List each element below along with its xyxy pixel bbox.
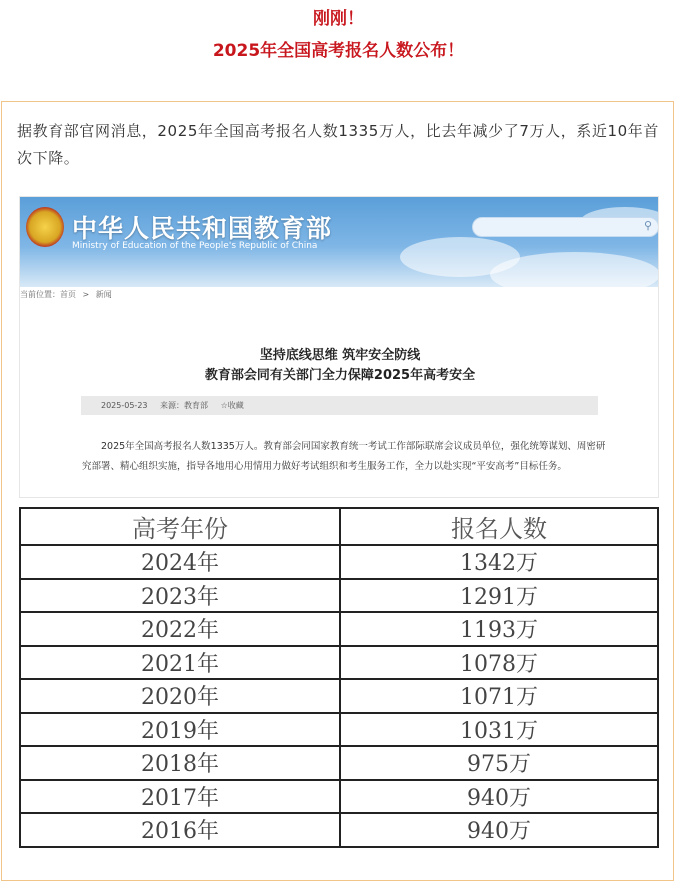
- column-header-year: 高考年份: [20, 508, 340, 545]
- count-cell: 1291万: [340, 579, 658, 613]
- ministry-name-cn: 中华人民共和国教育部: [72, 214, 333, 243]
- year-cell: 2016年: [20, 813, 340, 847]
- cloud-decoration: [490, 252, 659, 297]
- article-meta-bar: [81, 396, 598, 415]
- year-cell: 2017年: [20, 780, 340, 814]
- table-row: [20, 713, 658, 747]
- table-row: [20, 646, 658, 680]
- article-title-line-1: 坚持底线思维 筑牢安全防线: [259, 348, 421, 363]
- national-emblem-icon: [26, 207, 64, 247]
- table-row: [20, 612, 658, 646]
- ministry-page-screenshot: [19, 196, 659, 498]
- breadcrumb: [20, 289, 116, 300]
- table-row: [20, 679, 658, 713]
- count-cell: 975万: [340, 746, 658, 780]
- year-cell: 2019年: [20, 713, 340, 747]
- search-icon[interactable]: ⚲: [643, 219, 652, 232]
- table-header-row: [20, 508, 658, 545]
- favorite-button[interactable]: ☆收藏: [220, 401, 244, 410]
- article-source: 来源：教育部: [160, 401, 209, 410]
- count-cell: 1342万: [340, 545, 658, 579]
- table-row: [20, 545, 658, 579]
- breadcrumb-separator: >: [82, 290, 90, 299]
- article-body: 2025年全国高考报名人数1335万人。教育部会同国家教育统一考试工作部际联席会议成员单位，强化统筹谋划、周密研究部署、精心组织实施，指导各地用心用情用力做好考试组织和考生服务工作，全力以赴实现“平安高考”目标任务。: [82, 441, 606, 472]
- ministry-name-en: Ministry of Education of the People's Republic of China: [72, 241, 318, 251]
- breadcrumb-home[interactable]: 当前位置：首页: [20, 290, 76, 299]
- headline-line-2: 2025年全国高考报名人数公布！: [212, 41, 465, 61]
- table-row: [20, 579, 658, 613]
- year-cell: 2018年: [20, 746, 340, 780]
- column-header-count: 报名人数: [340, 508, 658, 545]
- table-row: [20, 813, 658, 847]
- year-cell: 2022年: [20, 612, 340, 646]
- registration-table: [19, 507, 659, 848]
- count-cell: 940万: [340, 780, 658, 814]
- table-row: [20, 746, 658, 780]
- count-cell: 1078万: [340, 646, 658, 680]
- article-date: 2025-05-23: [101, 401, 148, 410]
- year-cell: 2020年: [20, 679, 340, 713]
- year-cell: 2023年: [20, 579, 340, 613]
- breadcrumb-news[interactable]: 新闻: [95, 290, 112, 299]
- site-search-input[interactable]: [472, 217, 659, 237]
- year-cell: 2021年: [20, 646, 340, 680]
- intro-paragraph: 据教育部官网消息，2025年全国高考报名人数1335万人，比去年减少了7万人，系近10年首次下降。: [17, 122, 659, 167]
- count-cell: 940万: [340, 813, 658, 847]
- count-cell: 1193万: [340, 612, 658, 646]
- year-cell: 2024年: [20, 545, 340, 579]
- table-row: [20, 780, 658, 814]
- ministry-header-banner: [20, 197, 659, 287]
- count-cell: 1031万: [340, 713, 658, 747]
- headline-line-1: 刚刚！: [313, 9, 364, 29]
- article-title-line-2: 教育部会同有关部门全力保障2025年高考安全: [204, 368, 476, 383]
- count-cell: 1071万: [340, 679, 658, 713]
